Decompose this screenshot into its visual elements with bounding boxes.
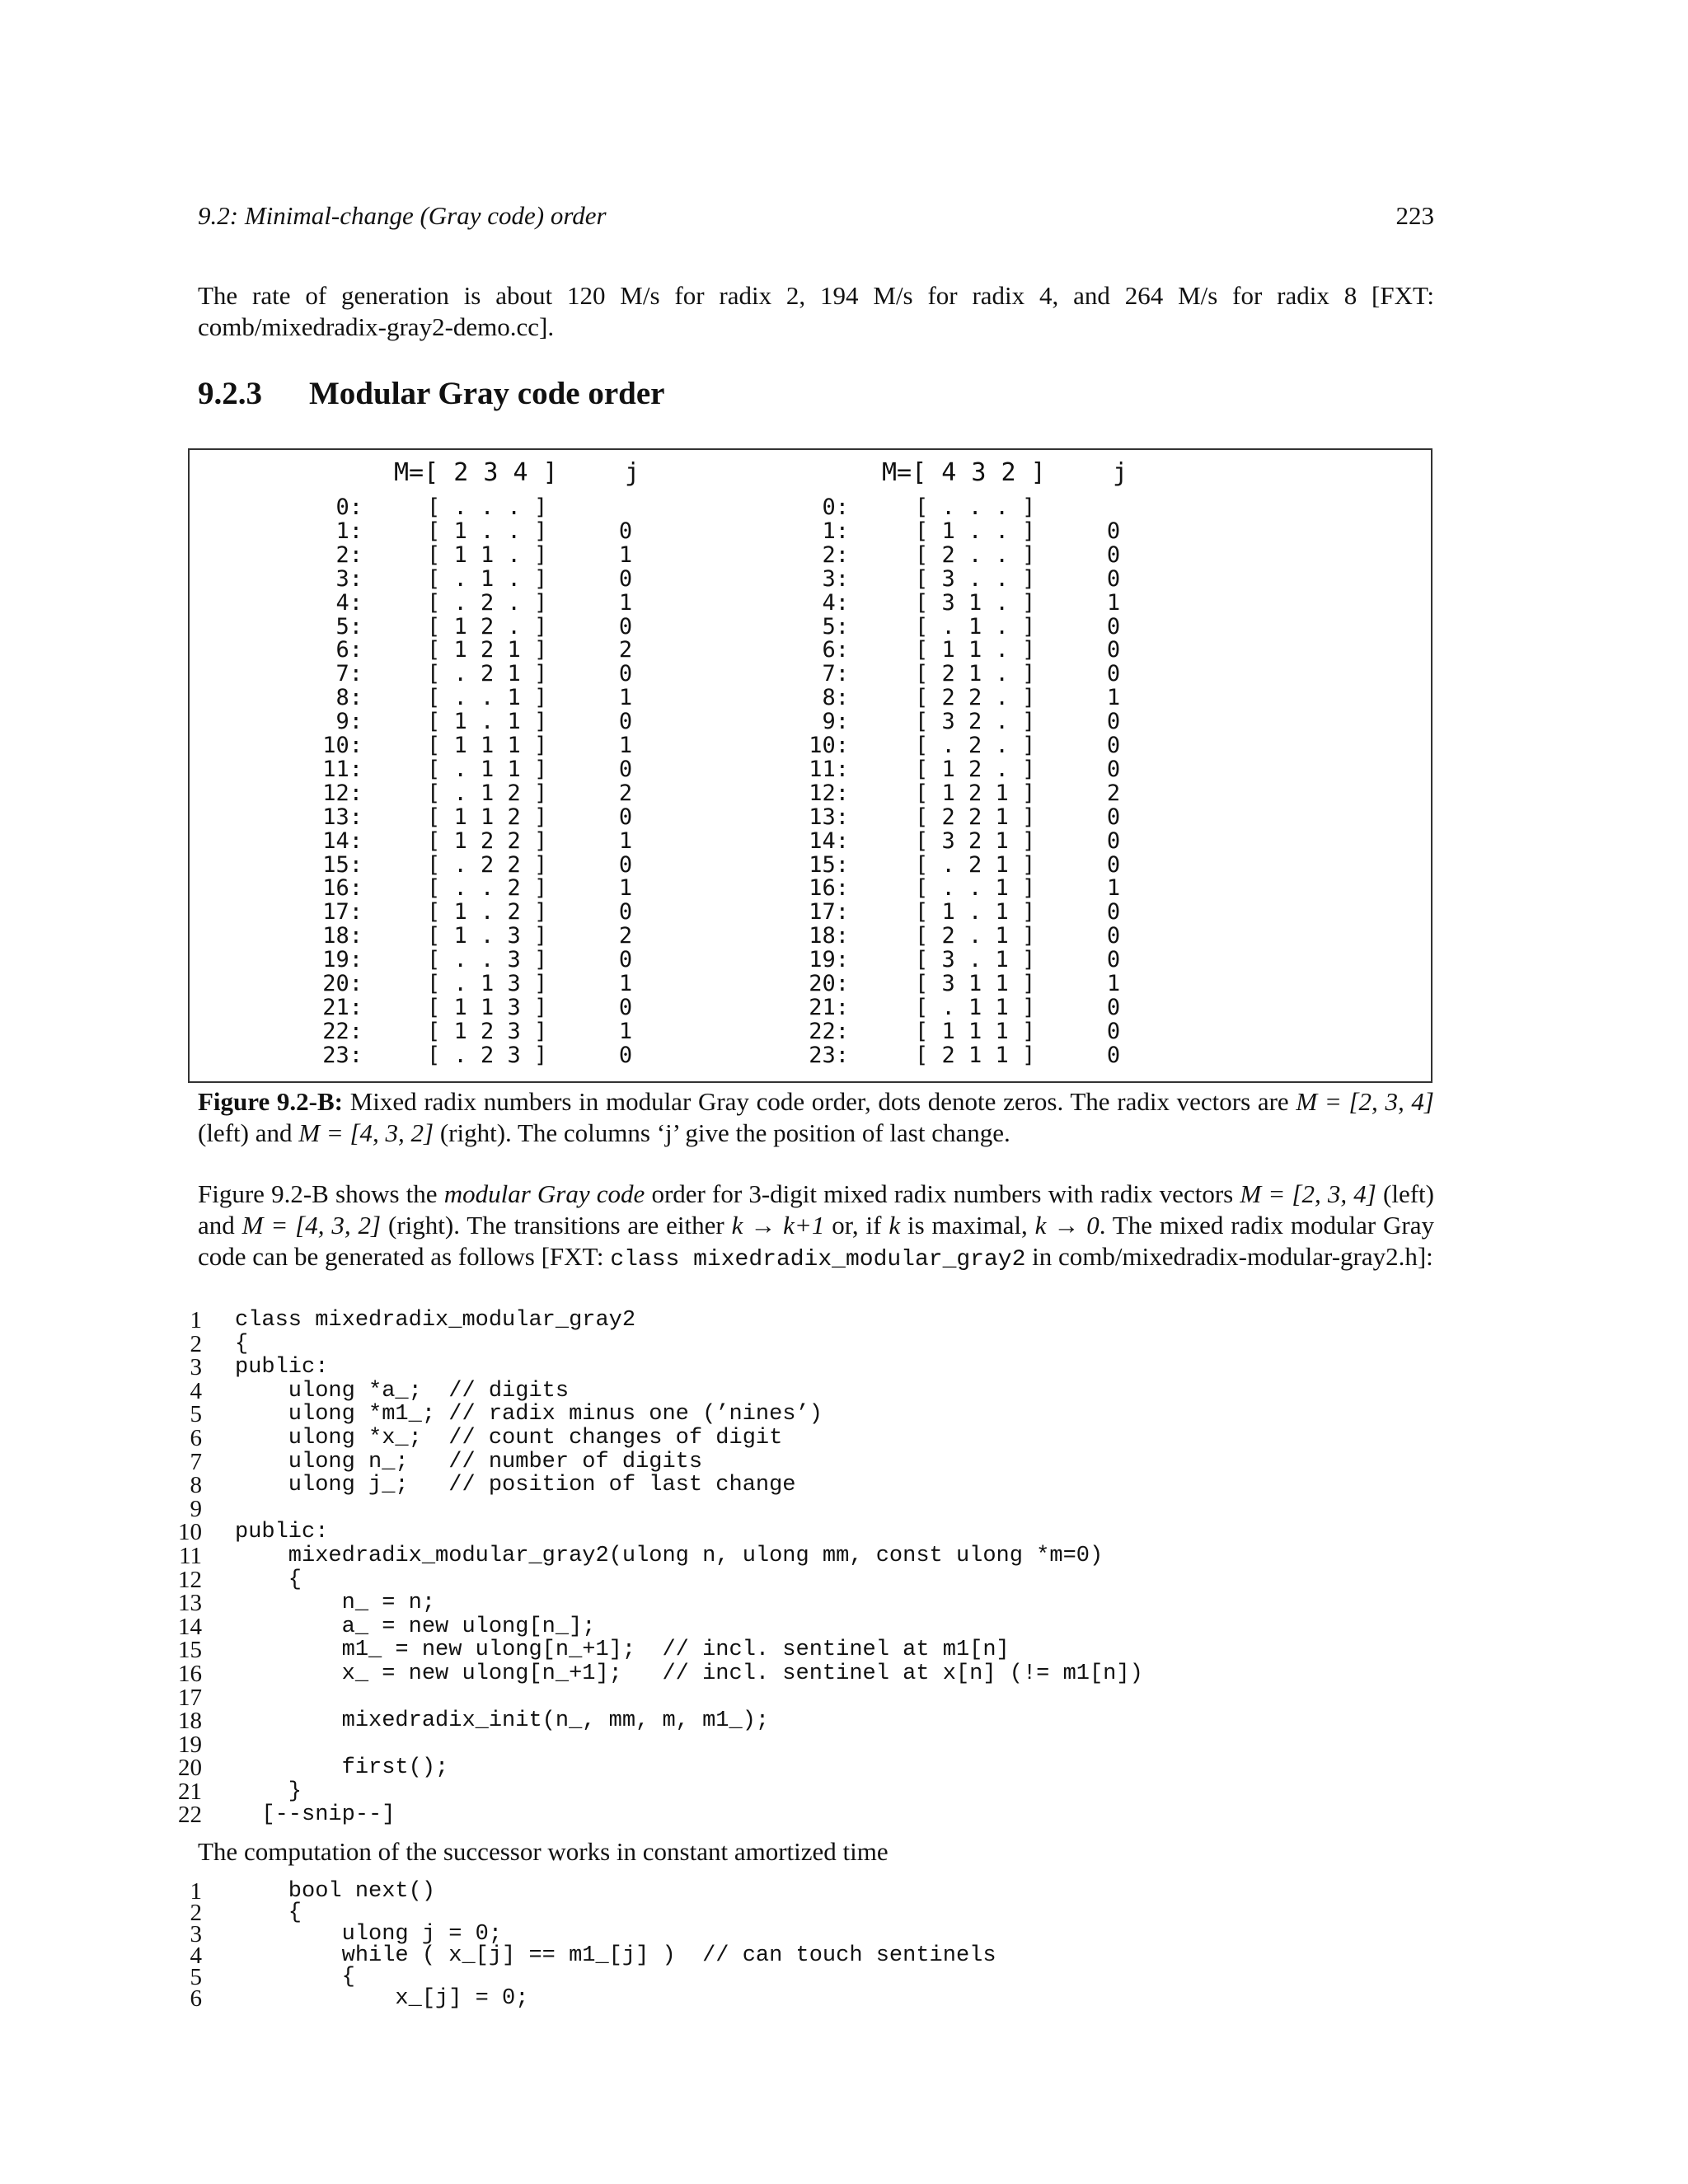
figure-row-index: 0: xyxy=(822,494,849,520)
figure-row-vector: [ . 1 2 ] xyxy=(427,780,548,806)
figure-right-row xyxy=(190,781,1431,805)
figure-row-vector: [ 2 . . ] xyxy=(915,541,1036,568)
figure-row-index: 10: xyxy=(809,733,849,758)
figure-row-index: 3: xyxy=(822,565,849,592)
figure-row-index: 7: xyxy=(822,661,849,687)
code-line-source: public: xyxy=(235,1520,329,1545)
figure-row-j: 0 xyxy=(1106,947,1121,973)
figure-row-vector: [ 1 1 . ] xyxy=(427,541,548,568)
code-line-source: { xyxy=(235,1567,302,1592)
figure-row-j: 0 xyxy=(1106,994,1121,1020)
code-line-number: 4 xyxy=(190,1377,202,1404)
body-text-3: (left) and xyxy=(198,1179,1434,1240)
code-line-source: { xyxy=(235,1900,302,1925)
figure-caption-text-3: (right). The columns ‘j’ give the position of last change. xyxy=(434,1118,1010,1147)
figure-row-j: 0 xyxy=(618,994,633,1020)
figure-row-index: 2: xyxy=(822,541,849,568)
figure-caption-m1: M = [2, 3, 4] xyxy=(1296,1087,1434,1116)
code-line-source: n_ = n; xyxy=(235,1591,436,1616)
figure-row-j: 0 xyxy=(1106,827,1121,854)
figure-row-index: 18: xyxy=(322,923,363,949)
code-line-source: first(); xyxy=(235,1755,449,1781)
figure-row-j: 1 xyxy=(1106,589,1121,616)
figure-row-index: 23: xyxy=(322,1042,363,1068)
figure-row-vector: [ 1 2 3 ] xyxy=(427,1018,548,1044)
code-line-source: [--snip--] xyxy=(235,1802,396,1828)
figure-row-index: 11: xyxy=(322,756,363,782)
figure-row-j: 0 xyxy=(618,709,633,735)
figure-row-j: 2 xyxy=(618,780,633,806)
figure-row-vector: [ 2 2 1 ] xyxy=(915,804,1036,830)
figure-row-index: 19: xyxy=(322,947,363,973)
figure-row-j: 0 xyxy=(618,899,633,926)
body-inline-code: class mixedradix_modular_gray2 xyxy=(610,1247,1026,1272)
figure-right-row xyxy=(190,948,1431,972)
code-line-source: } xyxy=(235,1779,302,1804)
figure-row-index: 1: xyxy=(335,518,363,544)
figure-right-row xyxy=(190,829,1431,853)
figure-row-j: 1 xyxy=(618,589,633,616)
figure-row-j: 2 xyxy=(618,923,633,949)
figure-row-vector: [ . . . ] xyxy=(427,494,548,520)
figure-right-row xyxy=(190,924,1431,948)
figure-row-vector: [ 1 1 1 ] xyxy=(427,733,548,758)
body-transition-2: k → 0 xyxy=(1034,1211,1100,1240)
figure-row-index: 3: xyxy=(335,565,363,592)
figure-row-index: 18: xyxy=(809,923,849,949)
figure-right-row xyxy=(190,495,1431,519)
intro-paragraph-text: The rate of generation is about 120 M/s for radix 2, 194 M/s for radix 4, and 264 M/s for radix 8 [FXT: comb/mixedradix-gray2-demo.cc]. xyxy=(198,281,1434,341)
figure-right-row xyxy=(190,876,1431,900)
figure-row-j: 0 xyxy=(618,613,633,640)
figure-caption xyxy=(198,1086,1434,1149)
figure-row-j: 1 xyxy=(618,1018,633,1044)
figure-row-vector: [ 1 2 1 ] xyxy=(427,637,548,663)
code-line-number: 5 xyxy=(190,1401,202,1428)
figure-row-index: 8: xyxy=(335,685,363,711)
figure-row-index: 10: xyxy=(322,733,363,758)
figure-row-vector: [ . . 1 ] xyxy=(427,685,548,711)
figure-left-header: M=[ 2 3 4 ] xyxy=(394,458,558,487)
body-text-8: in comb/mixedradix-modular-gray2.h]: xyxy=(1025,1242,1433,1271)
figure-row-index: 21: xyxy=(322,994,363,1020)
figure-row-j: 0 xyxy=(1106,851,1121,878)
code-line-number: 5 xyxy=(190,1964,202,1990)
figure-row-index: 14: xyxy=(809,827,849,854)
code-line-source: while ( x_[j] == m1_[j] ) // can touch sentinels xyxy=(235,1943,996,1968)
figure-row-j: 1 xyxy=(618,541,633,568)
figure-row-vector: [ . 1 1 ] xyxy=(915,994,1036,1020)
figure-row-j: 0 xyxy=(1106,709,1121,735)
body-k: k xyxy=(889,1211,901,1240)
figure-row-vector: [ . 2 2 ] xyxy=(427,851,548,878)
code-line-number: 1 xyxy=(190,1307,202,1333)
body-text-7: . The mixed radix modular Gray code can be generated as follows [FXT: xyxy=(198,1211,1435,1271)
figure-row-index: 12: xyxy=(809,780,849,806)
figure-row-vector: [ 2 . 1 ] xyxy=(915,923,1036,949)
code-line-source: ulong *a_; // digits xyxy=(235,1378,570,1404)
code-line-number: 11 xyxy=(179,1542,202,1569)
figure-right-row xyxy=(190,853,1431,877)
figure-right-row xyxy=(190,733,1431,757)
figure-row-index: 16: xyxy=(322,875,363,902)
figure-row-vector: [ . . . ] xyxy=(915,494,1036,520)
figure-row-index: 13: xyxy=(322,804,363,830)
figure-row-vector: [ . 1 3 ] xyxy=(427,971,548,996)
page-number: 223 xyxy=(1395,201,1434,230)
code-line-number: 14 xyxy=(178,1613,202,1640)
figure-right-row xyxy=(190,996,1431,1019)
figure-row-j: 0 xyxy=(1106,541,1121,568)
figure-row-index: 16: xyxy=(809,875,849,902)
figure-right-row xyxy=(190,519,1431,543)
figure-row-j: 1 xyxy=(618,875,633,902)
intro-paragraph xyxy=(198,280,1434,343)
code-line-source: a_ = new ulong[n_]; xyxy=(235,1614,596,1639)
code-line-source: mixedradix_init(n_, mm, m, m1_); xyxy=(235,1708,770,1734)
figure-row-j: 0 xyxy=(618,804,633,830)
code-line-source: { xyxy=(235,1331,249,1357)
figure-row-vector: [ 1 1 1 ] xyxy=(915,1018,1036,1044)
code-line-number: 3 xyxy=(190,1921,202,1947)
code-line-source: ulong *x_; // count changes of digit xyxy=(235,1425,783,1451)
figure-row-j: 1 xyxy=(618,971,633,996)
code-line-number: 13 xyxy=(178,1590,202,1617)
figure-row-index: 17: xyxy=(809,899,849,926)
figure-row-vector: [ 1 1 2 ] xyxy=(427,804,548,830)
code-line-source: ulong n_; // number of digits xyxy=(235,1449,703,1474)
figure-right-row xyxy=(190,1019,1431,1043)
code-line-number: 9 xyxy=(190,1495,202,1522)
code-line-number: 4 xyxy=(190,1943,202,1969)
figure-row-j: 0 xyxy=(1106,637,1121,663)
figure-row-vector: [ 3 2 1 ] xyxy=(915,827,1036,854)
code-line-number: 20 xyxy=(178,1755,202,1782)
figure-row-index: 15: xyxy=(322,851,363,878)
figure-row-index: 0: xyxy=(335,494,363,520)
figure-row-vector: [ . 2 1 ] xyxy=(915,851,1036,878)
figure-row-vector: [ . 1 . ] xyxy=(427,565,548,592)
figure-right-j-header: j xyxy=(1113,458,1128,487)
body-emphasis: modular Gray code xyxy=(443,1179,645,1208)
body-transition-1: k → k+1 xyxy=(731,1211,825,1240)
figure-row-j: 0 xyxy=(1106,518,1121,544)
figure-caption-text-2: (left) and xyxy=(198,1118,299,1147)
figure-row-index: 9: xyxy=(822,709,849,735)
code-line-number: 2 xyxy=(190,1900,202,1926)
figure-right-row xyxy=(190,1043,1431,1067)
figure-row-index: 20: xyxy=(322,971,363,996)
code-line-number: 19 xyxy=(178,1731,202,1758)
figure-row-j: 0 xyxy=(1106,733,1121,758)
code-line-source: ulong j_; // position of last change xyxy=(235,1473,796,1498)
code-line-number: 12 xyxy=(178,1566,202,1593)
figure-row-index: 1: xyxy=(822,518,849,544)
section-number: 9.2.3 xyxy=(198,376,262,411)
figure-row-j: 1 xyxy=(1106,685,1121,711)
code-line-number: 17 xyxy=(178,1684,202,1711)
code-line-source: x_ = new ulong[n_+1]; // incl. sentinel at x[n] (!= m1[n]) xyxy=(235,1661,1143,1686)
code-line-number: 3 xyxy=(190,1354,202,1381)
figure-row-vector: [ . . 2 ] xyxy=(427,875,548,902)
figure-right-header: M=[ 4 3 2 ] xyxy=(882,458,1046,487)
figure-right-row xyxy=(190,543,1431,567)
figure-row-index: 12: xyxy=(322,780,363,806)
code-line-number: 18 xyxy=(178,1708,202,1735)
figure-row-vector: [ . . 3 ] xyxy=(427,947,548,973)
figure-row-vector: [ 1 1 3 ] xyxy=(427,994,548,1020)
code-line-source: ulong j = 0; xyxy=(235,1922,503,1947)
figure-row-index: 20: xyxy=(809,971,849,996)
figure-row-index: 7: xyxy=(335,661,363,687)
successor-paragraph xyxy=(198,1836,1434,1868)
figure-row-vector: [ 1 2 . ] xyxy=(427,613,548,640)
code-line-number: 21 xyxy=(178,1778,202,1805)
code-line-number: 8 xyxy=(190,1472,202,1499)
figure-row-j: 0 xyxy=(618,565,633,592)
code-line-number: 15 xyxy=(178,1637,202,1664)
figure-row-vector: [ 2 1 . ] xyxy=(915,661,1036,687)
figure-row-j: 1 xyxy=(1106,875,1121,902)
figure-row-vector: [ 2 1 1 ] xyxy=(915,1042,1036,1068)
section-heading xyxy=(198,375,664,412)
figure-row-vector: [ 1 . 3 ] xyxy=(427,923,548,949)
figure-row-j: 1 xyxy=(618,685,633,711)
figure-row-vector: [ . 2 3 ] xyxy=(427,1042,548,1068)
figure-row-j: 0 xyxy=(618,851,633,878)
figure-row-j: 0 xyxy=(1106,899,1121,926)
body-m2: M = [4, 3, 2] xyxy=(241,1211,382,1240)
figure-row-vector: [ 1 1 . ] xyxy=(915,637,1036,663)
figure-right-row xyxy=(190,615,1431,639)
figure-right-row xyxy=(190,662,1431,686)
code-line-number: 2 xyxy=(190,1330,202,1357)
figure-row-index: 6: xyxy=(335,637,363,663)
figure-row-j: 0 xyxy=(1106,1042,1121,1068)
figure-row-j: 1 xyxy=(618,733,633,758)
figure-row-j: 0 xyxy=(1106,1018,1121,1044)
figure-row-j: 2 xyxy=(1106,780,1121,806)
figure-right-row xyxy=(190,757,1431,781)
figure-row-index: 11: xyxy=(809,756,849,782)
body-paragraph xyxy=(198,1179,1434,1276)
figure-row-j: 2 xyxy=(618,637,633,663)
figure-row-vector: [ 1 . . ] xyxy=(427,518,548,544)
figure-row-j: 0 xyxy=(1106,804,1121,830)
code-line-number: 22 xyxy=(178,1802,202,1829)
figure-right-row xyxy=(190,567,1431,591)
code-line-number: 1 xyxy=(190,1878,202,1905)
figure-right-row xyxy=(190,972,1431,996)
figure-row-vector: [ 3 . . ] xyxy=(915,565,1036,592)
figure-row-index: 4: xyxy=(822,589,849,616)
figure-row-index: 9: xyxy=(335,709,363,735)
code-line-source: m1_ = new ulong[n_+1]; // incl. sentinel at m1[n] xyxy=(235,1638,1010,1663)
figure-row-vector: [ . 1 1 ] xyxy=(427,756,548,782)
figure-row-index: 22: xyxy=(809,1018,849,1044)
figure-left-j-header: j xyxy=(625,458,640,487)
figure-row-vector: [ . 1 . ] xyxy=(915,613,1036,640)
figure-row-index: 23: xyxy=(809,1042,849,1068)
figure-right-row xyxy=(190,900,1431,924)
figure-row-j: 0 xyxy=(618,756,633,782)
figure-row-index: 14: xyxy=(322,827,363,854)
figure-row-vector: [ 1 . . ] xyxy=(915,518,1036,544)
figure-row-index: 6: xyxy=(822,637,849,663)
code-line-source: { xyxy=(235,1965,355,1990)
figure-row-index: 13: xyxy=(809,804,849,830)
figure-row-vector: [ 3 2 . ] xyxy=(915,709,1036,735)
figure-right-row xyxy=(190,638,1431,662)
body-m1: M = [2, 3, 4] xyxy=(1240,1179,1376,1208)
figure-row-index: 21: xyxy=(809,994,849,1020)
code-line-source: public: xyxy=(235,1355,329,1380)
figure-row-vector: [ 1 2 . ] xyxy=(915,756,1036,782)
figure-row-j: 1 xyxy=(1106,971,1121,996)
figure-caption-label: Figure 9.2-B: xyxy=(198,1087,344,1116)
figure-row-vector: [ 2 2 . ] xyxy=(915,685,1036,711)
body-text-4: (right). The transitions are either xyxy=(381,1211,732,1240)
figure-right-row xyxy=(190,710,1431,733)
figure-row-index: 8: xyxy=(822,685,849,711)
figure-right-row xyxy=(190,591,1431,615)
figure-row-j: 0 xyxy=(1106,613,1121,640)
code-line-number: 10 xyxy=(178,1519,202,1546)
figure-row-vector: [ 1 . 1 ] xyxy=(427,709,548,735)
figure-right-row xyxy=(190,805,1431,829)
figure-row-index: 4: xyxy=(335,589,363,616)
figure-row-vector: [ 1 . 2 ] xyxy=(427,899,548,926)
figure-row-j: 0 xyxy=(1106,565,1121,592)
code-line-number: 16 xyxy=(178,1660,202,1687)
body-text-1: Figure 9.2-B shows the xyxy=(198,1179,444,1208)
figure-row-j: 0 xyxy=(618,1042,633,1068)
running-head: 9.2: Minimal-change (Gray code) order xyxy=(198,201,607,230)
figure-box xyxy=(188,448,1432,1083)
figure-row-index: 22: xyxy=(322,1018,363,1044)
figure-row-index: 17: xyxy=(322,899,363,926)
figure-row-vector: [ 3 . 1 ] xyxy=(915,947,1036,973)
body-text-5: or, if xyxy=(824,1211,889,1240)
code-line-number: 7 xyxy=(190,1448,202,1475)
code-line-number: 6 xyxy=(190,1985,202,2012)
figure-row-vector: [ . 2 . ] xyxy=(915,733,1036,758)
figure-row-j: 0 xyxy=(618,518,633,544)
figure-caption-m2: M = [4, 3, 2] xyxy=(298,1118,434,1147)
body-text-6: is maximal, xyxy=(900,1211,1035,1240)
figure-row-vector: [ 1 2 2 ] xyxy=(427,827,548,854)
figure-row-index: 5: xyxy=(822,613,849,640)
figure-row-vector: [ . 2 1 ] xyxy=(427,661,548,687)
code-line-source: x_[j] = 0; xyxy=(235,1986,529,2011)
figure-row-index: 19: xyxy=(809,947,849,973)
figure-row-index: 5: xyxy=(335,613,363,640)
figure-row-j: 0 xyxy=(1106,756,1121,782)
figure-row-j: 0 xyxy=(618,661,633,687)
body-text-2: order for 3-digit mixed radix numbers with radix vectors xyxy=(645,1179,1240,1208)
figure-row-vector: [ 1 2 1 ] xyxy=(915,780,1036,806)
figure-caption-text-1: Mixed radix numbers in modular Gray code order, dots denote zeros. The radix vectors are xyxy=(349,1087,1296,1116)
code-line-source: class mixedradix_modular_gray2 xyxy=(235,1308,636,1333)
figure-row-vector: [ 1 . 1 ] xyxy=(915,899,1036,926)
figure-row-vector: [ . 2 . ] xyxy=(427,589,548,616)
code-line-number: 6 xyxy=(190,1424,202,1451)
figure-row-index: 2: xyxy=(335,541,363,568)
figure-row-j: 0 xyxy=(1106,923,1121,949)
figure-row-index: 15: xyxy=(809,851,849,878)
figure-row-vector: [ . . 1 ] xyxy=(915,875,1036,902)
figure-row-vector: [ 3 1 1 ] xyxy=(915,971,1036,996)
code-line-source: ulong *m1_; // radix minus one (’nines’) xyxy=(235,1402,823,1427)
figure-row-j: 0 xyxy=(618,947,633,973)
successor-sentence: The computation of the successor works in constant amortized time xyxy=(198,1837,889,1866)
figure-right-row xyxy=(190,686,1431,710)
code-line-source: bool next() xyxy=(235,1879,436,1904)
figure-row-j: 0 xyxy=(1106,661,1121,687)
figure-row-j: 1 xyxy=(618,827,633,854)
figure-row-vector: [ 3 1 . ] xyxy=(915,589,1036,616)
code-line-source: mixedradix_modular_gray2(ulong n, ulong mm, const ulong *m=0) xyxy=(235,1543,1104,1568)
section-title: Modular Gray code order xyxy=(309,376,665,411)
